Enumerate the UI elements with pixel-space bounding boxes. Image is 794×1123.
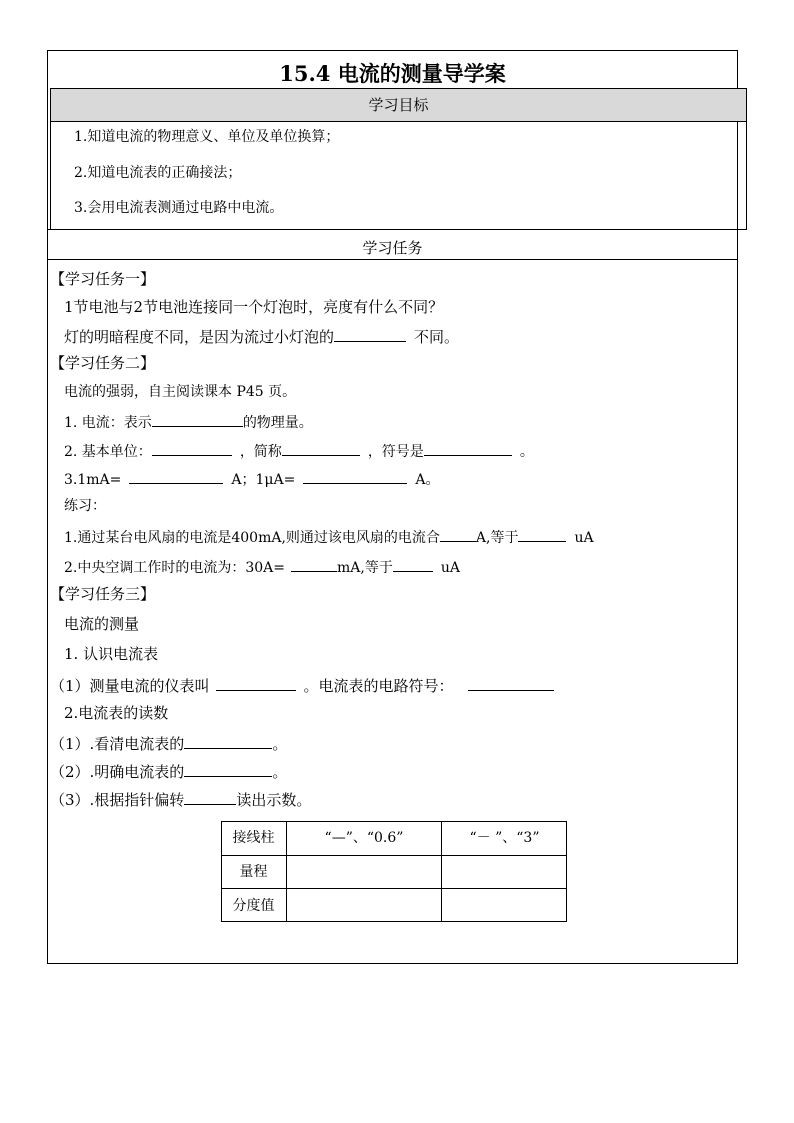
- task3-blank-instrument[interactable]: [216, 675, 296, 691]
- task3-r3-a: （3）.根据指针偏转: [50, 791, 185, 809]
- task3-intro: 电流的测量: [64, 615, 140, 633]
- table-row-division-label: 分度值: [232, 898, 275, 914]
- table-header-3: “－ ”、“3”: [469, 830, 540, 846]
- task3-s1-a: （1）测量电流的仪表叫: [50, 677, 210, 695]
- frame-left-border: [47, 50, 48, 964]
- task2-line-1: [64, 411, 313, 432]
- task3-r2-b: 。: [272, 763, 288, 781]
- task2-blank-unit[interactable]: [152, 440, 232, 456]
- goal-item-2: 2.知道电流表的正确接法；: [74, 165, 242, 181]
- task3-read-2: [50, 761, 287, 781]
- goals-box-left: [50, 122, 51, 230]
- task2-p1-b: A,等于: [475, 530, 519, 546]
- task2-blank-p2-ma[interactable]: [291, 556, 337, 572]
- table-row-range-label: 量程: [239, 864, 268, 880]
- frame-right-border: [737, 50, 738, 964]
- task2-p1-a: 1.通过某台电风扇的电流是400mA,则通过该电风扇的电流合: [64, 530, 440, 546]
- task2-blank-ua[interactable]: [303, 468, 407, 484]
- task3-read-3: [50, 789, 311, 809]
- table-row-divider-1: [221, 855, 567, 856]
- task2-line1-suffix: 的物理量。: [242, 415, 313, 431]
- page-title: 15.4 电流的测量导学案: [279, 61, 506, 86]
- task2-heading: 【学习任务二】: [50, 354, 156, 372]
- task3-read-1: [50, 733, 287, 753]
- task1-fill-suffix: 不同。: [414, 328, 460, 346]
- task2-p1-c: uA: [574, 530, 594, 546]
- task2-line2-b: ，简称: [239, 444, 282, 460]
- table-header-06: “—”、“0.6”: [324, 830, 404, 846]
- task3-blank-r1[interactable]: [184, 733, 272, 749]
- task2-line2-c: ，符号是: [367, 444, 424, 460]
- task2-practice-2: [64, 556, 460, 577]
- task3-blank-symbol[interactable]: [468, 675, 554, 691]
- table-row-divider-2: [221, 888, 567, 889]
- task2-blank-symbol[interactable]: [424, 440, 512, 456]
- task2-blank-ma[interactable]: [129, 468, 223, 484]
- task1-question: 1节电池与2节电池连接同一个灯泡时，亮度有什么不同？: [64, 298, 444, 316]
- task2-line1-prefix: 1. 电流：表示: [64, 415, 152, 431]
- frame-bottom-border: [47, 963, 738, 964]
- table-header-terminal: 接线柱: [232, 830, 275, 846]
- task2-line2-d: 。: [519, 444, 534, 460]
- task3-blank-r3[interactable]: [184, 789, 236, 805]
- task3-r2-a: （2）.明确电流表的: [50, 763, 185, 781]
- goal-item-1: 1.知道电流的物理意义、单位及单位换算；: [74, 129, 340, 145]
- task2-line3-b: A；1μA=: [231, 472, 296, 488]
- task2-line3-c: A。: [415, 472, 440, 488]
- task2-line-2: [64, 440, 534, 461]
- task3-s1-b: 。电流表的电路符号：: [303, 677, 454, 695]
- tasks-header: 学习任务: [362, 239, 423, 257]
- tasks-header-divider: [47, 259, 738, 260]
- task3-r3-b: 读出示数。: [236, 791, 312, 809]
- task1-fill-prefix: 灯的明暗程度不同，是因为流过小灯泡的: [64, 328, 335, 346]
- task2-intro: 电流的强弱，自主阅读课本 P45 页。: [64, 384, 297, 400]
- task2-line2-a: 2. 基本单位：: [64, 444, 152, 460]
- task2-line-3: [64, 468, 439, 489]
- task3-blank-r2[interactable]: [184, 761, 272, 777]
- task2-blank-short[interactable]: [282, 440, 360, 456]
- task1-heading: 【学习任务一】: [50, 270, 156, 288]
- task2-blank-p1-a[interactable]: [440, 526, 476, 542]
- goal-item-3: 3.会用电流表测通过电路中电流。: [74, 200, 284, 216]
- task2-p2-b: mA,等于: [337, 560, 393, 576]
- task2-line3-a: 3.1mA=: [64, 472, 122, 488]
- task3-ammeter-line: [50, 675, 554, 695]
- task2-blank-p2-ua[interactable]: [393, 556, 433, 572]
- task2-practice: 练习：: [64, 498, 106, 514]
- task2-blank-p1-ua[interactable]: [518, 526, 566, 542]
- task1-fill-line: [64, 326, 459, 346]
- goals-box-right: [746, 122, 747, 230]
- task3-heading: 【学习任务三】: [50, 585, 156, 603]
- task1-blank[interactable]: [334, 326, 406, 342]
- task3-step-2: 2.电流表的读数: [64, 704, 169, 722]
- task3-r1-a: （1）.看清电流表的: [50, 735, 185, 753]
- task3-step-1: 1. 认识电流表: [64, 645, 159, 663]
- task2-p2-a: 2.中央空调工作时的电流为：30A=: [64, 560, 286, 576]
- task2-practice-1: [64, 526, 594, 547]
- goals-box-bottom: [47, 229, 747, 230]
- goals-header: 学习目标: [368, 96, 429, 114]
- task2-p2-c: uA: [440, 560, 460, 576]
- task3-r1-b: 。: [272, 735, 288, 753]
- frame-top-border: [47, 50, 738, 51]
- task2-blank-1[interactable]: [152, 411, 243, 427]
